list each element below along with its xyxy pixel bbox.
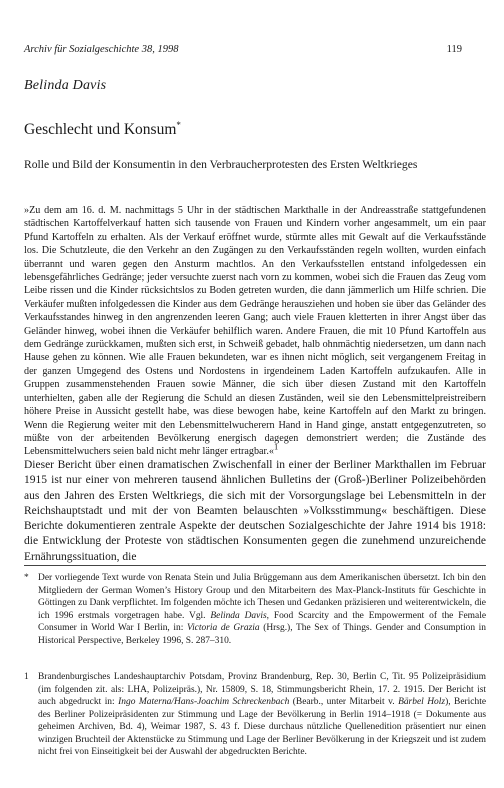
block-quote: [24, 204, 486, 459]
title-footnote-marker: *: [176, 119, 181, 130]
journal-citation: Archiv für Sozialgeschichte 38, 1998: [24, 44, 179, 55]
footnote-1: [24, 671, 486, 759]
article-subtitle: Rolle und Bild der Konsumentin in den Verbraucherprotesten des Ersten Weltkrieges: [24, 158, 418, 171]
footnote-text-part: Brandenburgisches Landeshauptarchiv Potsdam, Provinz Brandenburg, Rep. 30, Berlin C, Tit. 95 Polizeipräsidium (im folgenden zit. als: LHA, Polizeipräs.), Nr. 15809, S. 18, Stimmungsbericht Rhein, 17. 2. 1915. Der Bericht ist auch abgedruckt in:: [38, 672, 486, 707]
author-name: Belinda Davis: [24, 78, 107, 93]
page-number: 119: [446, 44, 462, 55]
footnote-text: [38, 671, 486, 759]
footnote-text-part: (Bearb., unter Mitarbeit v.: [289, 697, 399, 707]
footnote-text: [38, 572, 486, 647]
quote-footnote-marker: 1: [273, 441, 279, 452]
footnote-text-part: ), Berichte des Berliner Polizeipräsidenten zur Stimmung und Lage der Bevölkerung in Berlin 1914–1918 (= Dokumente aus geheimen Archiven, Bd. 4), Weimar 1987, S. 43 f. Diese durchaus nützliche Quellenedition präsentiert nur einen winzigen Bruchteil der Aktenstücke zu Stimmung und Lage der Berliner Bevölkerung in der Kriegszeit und ist zudem nicht frei von Einseitigkeit bei der Auswahl der abgedruckten Berichte.: [38, 697, 487, 757]
footnote-marker: *: [24, 573, 29, 583]
footnote-star: [24, 572, 486, 647]
body-paragraph: Dieser Bericht über einen dramatischen Zwischenfall in einer der Berliner Markthallen im Februar 1915 ist nur einer von mehreren tausend ähnlichen Bulletins der (Groß-)Berliner Polizeibehörden aus den Jahren des Ersten Weltkriegs, die sich mit der Vorsorgungslage bei Lebensmitteln in der Reichshauptstadt und mit der von Beamten belauschten »Volksstimmung« beschäftigen. Diese Berichte dokumentieren zentrale Aspekte der deutschen Sozialgeschichte der Jahre 1914 bis 1918: die Entwicklung der Proteste von städtischen Konsumenten gegen die zunehmend unzureichende Ernährungssituation, die: [24, 459, 486, 563]
block-quote-text: »Zu dem am 16. d. M. nachmittags 5 Uhr in der städtischen Markthalle in der Andreasstraße stattgefundenen städtischen Kartoffelverkauf hatten sich tausende von Frauen und Kindern vorher angesammelt, um ein paar Pfund Kartoffeln zu erhalten. Als der Verkauf eröffnet wurde, stürmte alles mit Gewalt auf die Verkaufsstände los. Die Schutzleute, die den Verkehr an den Zugängen zu den Verkaufsständen regeln wollten, wurden einfach überrannt und waren gegen den Ansturm machtlos. An den Verkaufsstellen entstand infolgedessen ein lebensgefährliches Gedränge; jeder versuchte zuerst nach vorn zu kommen, wobei sich die Frauen das Zeug vom Leibe rissen und die Kinder rücksichtslos zu Boden getreten wurden, die dann jämmerlich um Hilfe schrien. Die Verkäufer mußten infolgedessen die Kinder aus dem Gedränge herausziehen und hoben sie über das Geländer des Verkaufsstandes hinweg in den angrenzenden leeren Gang; auch viele Frauen kletterten in ihrer Angst über das Geländer hinweg, wobei ihnen die Verkäufer behilflich waren. Andere Frauen, die mit 10 Pfund Kartoffeln aus dem Gedränge zurückkamen, mußten sich erst, in Schweiß gebadet, halb ohnmächtig niedersetzen, um dann nach Hause gehen zu können. Wie alle Frauen bekundeten, war es ihnen nicht möglich, seit vergangenem Freitag in der ganzen Umgegend des Ostens und Nordostens in irgendeinem Laden Kartoffeln aufzukaufen. Alle in Gruppen zusammenstehenden Frauen sowie Männer, die sich über diesen Zustand mit den Kartoffeln unterhielten, gaben alle der Regierung die Schuld an diesen Zuständen, weil sie den Lebensmittelpreistreibern höhere Preise in Aussicht gestellt habe, was diese bewogen habe, keine Kartoffeln auf den Markt zu bringen. Wenn die Regierung weiter mit den Lebensmittelwucherern Hand in Hand ginge, anstatt entgegenzutreten, so müßte von der arbeitenden Bevölkerung energisch dagegen demonstriert werden; die Zustände des Lebensmittelwuchers seien bald nicht mehr länger ertragbar.«: [24, 205, 486, 458]
footnote-author-italic: Belinda Davis: [210, 610, 267, 621]
footnote-editor-italic: Victoria de Grazia: [187, 623, 260, 633]
footnote-marker: 1: [24, 672, 29, 682]
footnote-author-italic: Ingo Materna/Hans-Joachim Schreckenbach: [118, 697, 290, 707]
footnote-text-part: Der vorliegende Text wurde von Renata Stein und Julia Brüggemann aus dem Amerikanischen übersetzt. Ich bin den Mitgliedern der German Women’s History Group und den Mitarbeitern des Max-Planck-Instituts für Geschichte in Göttingen zu Dank verpflichtet. Im folgenden möchte ich Thesen und Gedanken präzisieren und weiterentwickeln, die ich 1996 erstmals vorgetragen habe. Vgl.: [38, 573, 486, 621]
footnote-text-part: (Hrsg.), The Sex of Things. Gender and Consumption in Historical Perspective, Berkeley 1996, S. 287–310.: [38, 623, 487, 646]
footnote-divider: [24, 565, 486, 566]
footnote-text-part: , Food Scarcity and the Empowerment of the Female Consumer in World War I Berlin, in:: [38, 610, 487, 633]
article-title: [24, 121, 181, 139]
running-header: [24, 44, 462, 58]
footnote-author-italic: Bärbel Holz: [398, 697, 446, 707]
article-title-text: Geschlecht und Konsum: [24, 121, 177, 138]
